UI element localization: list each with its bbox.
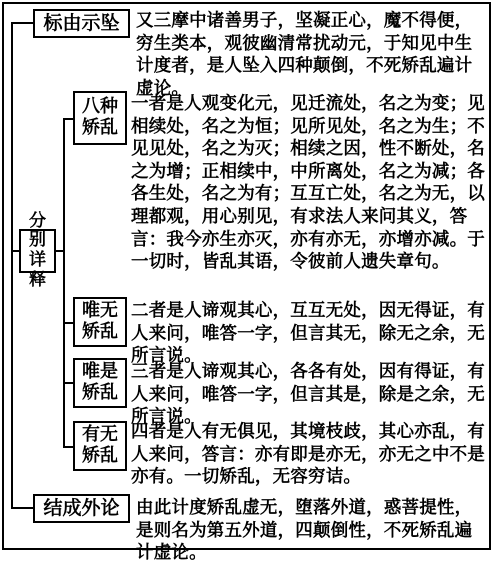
item-4-label: 有无 矫乱 — [82, 424, 118, 466]
item-2-label-box — [73, 297, 127, 347]
connector-item-2 — [63, 322, 73, 324]
item-4-label-box — [73, 421, 127, 471]
main-vertical-line — [11, 22, 13, 508]
item-3-label: 唯是 矫乱 — [82, 361, 118, 403]
biaoyou-label: 标由示坠 — [43, 11, 120, 34]
connector-jiecheng — [11, 507, 33, 509]
connector-item-4 — [63, 446, 73, 448]
fenbie-label-box — [19, 210, 56, 290]
connector-fenbie — [11, 250, 19, 252]
connector-item-1 — [63, 118, 73, 120]
connector-fenbie-right — [55, 250, 65, 252]
item-1-label: 八种 矫乱 — [82, 96, 118, 138]
item-2-label: 唯无 矫乱 — [82, 300, 118, 342]
item-3-text: 三者是人谛观其心，各各有处，因有得证，有人来问，唯答一字，但言其是，除是之余，无所言说。 — [131, 362, 485, 428]
sub-vertical-line — [63, 118, 65, 448]
item-3-label-box — [73, 358, 127, 408]
jiecheng-label-box — [33, 494, 130, 523]
jiecheng-label: 结成外论 — [43, 496, 120, 519]
item-4-text: 四者是人有无俱见，其境枝歧，其心亦乱，有人来问，答言：亦有即是亦无，亦无之中不是亦有。一切矫乱，无容穷诘。 — [131, 422, 485, 488]
item-2-text: 二者是人谛观其心，互互无处，因无得证，有人来问，唯答一字，但言其无，除无之余，无所言说。 — [131, 301, 485, 367]
connector-item-3 — [63, 382, 73, 384]
fenbie-label: 分别 详释 — [29, 210, 46, 290]
connector-biaoyou — [11, 22, 33, 24]
item-1-text: 一者是人观变化元，见迁流处，名之为变；见相续处，名之为恒；见所见处，名之为生；不见见处，名之为灭；相续之因，性不断处，名之为增；正相续中，中所离处，名之为减；各各生处，名之为有；互互亡处，名之为无，以理都观，用心别见，有求法人来问其义，答言：我今亦生亦灭，亦有亦无，亦增亦减。于一切时，皆乱其语，令彼前人遗失章句。 — [131, 94, 485, 273]
biaoyou-label-box — [33, 9, 130, 38]
jiecheng-text: 由此计度矫乱虚无，堕落外道，惑菩提性，是则名为第五外道，四颠倒性，不死矫乱遍计虚论。 — [136, 498, 473, 564]
item-1-label-box — [73, 91, 127, 145]
biaoyou-text: 又三摩中诸善男子，坚凝正心，魔不得便，穷生类本，观彼幽清常扰动元，于知见中生计度者，是人坠入四种颠倒，不死矫乱遍计虚论。 — [136, 11, 473, 99]
